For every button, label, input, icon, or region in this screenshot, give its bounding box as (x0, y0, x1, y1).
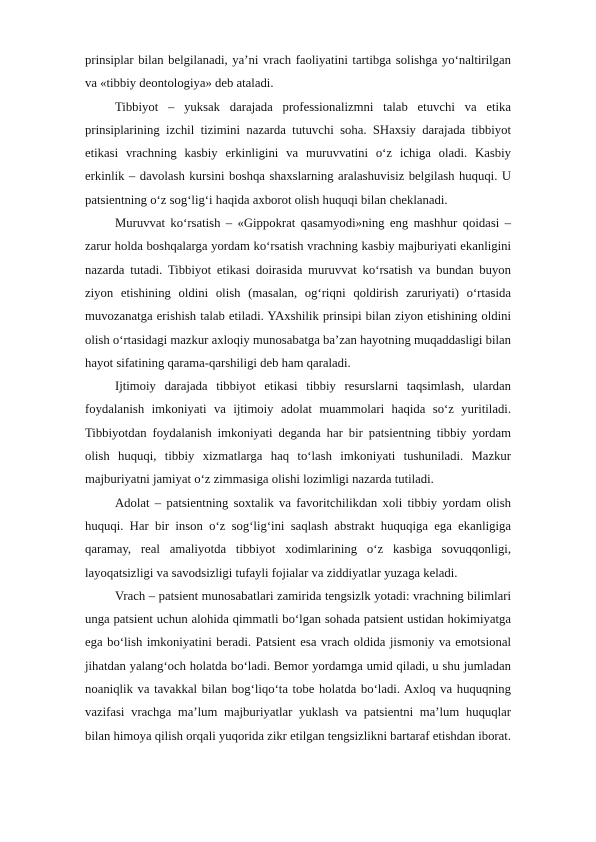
paragraph-1: prinsiplar bilan belgilanadi, ya’ni vrach faoliyatini tartibga solishga yo‘naltirilgan va «tibbiy deontologiya» deb ataladi. (85, 53, 511, 91)
document-page (85, 49, 511, 748)
paragraph-5: Adolat – patsientning soxtalik va favoritchilikdan xoli tibbiy yordam olish huquqi. Har bir inson o‘z sog‘lig‘ini saqlash abstrakt huquqiga ega ekanligiga qaramay, real amaliyotda tibbiyot xodimlarining o‘z kasbiga sovuqqonligi, layoqatsizligi va savodsizligi tufayli fojialar va ziddiyatlar yuzaga keladi. (85, 495, 511, 580)
paragraph-3: Muruvvat ko‘rsatish – «Gippokrat qasamyodi»ning eng mashhur qoidasi – zarur holda boshqalarga yordam ko‘rsatish vrachning kasbiy majburiyati ekanligini nazarda tutadi. Tibbiyot etikasi doirasida muruvvat ko‘rsatish va bundan buyon ziyon etishining oldini olish (masalan, og‘riqni qoldirish zaruriyati) o‘rtasida muvozanatga erishish talab etiladi. YAxshilik prinsipi bilan ziyon etishining oldini olish o‘rtasidagi mazkur axloqiy munosabatga ba’zan hayotning muqaddasligi bilan hayot sifatining qarama-qarshiligi deb ham qaraladi. (85, 216, 511, 370)
paragraph-4: Ijtimoiy darajada tibbiyot etikasi tibbiy resurslarni taqsimlash, ulardan foydalanish imkoniyati va ijtimoiy adolat muammolari haqida so‘z yuritiladi. Tibbiyotdan foydalanish imkoniyati deganda har bir patsientning tibbiy yordam olish huquqi, tibbiy xizmatlarga haq to‘lash imkoniyati tushuniladi. Mazkur majburiyatni jamiyat o‘z zimmasiga olishi lozimligi nazarda tutiladi. (85, 379, 511, 487)
paragraph-6: Vrach – patsient munosabatlari zamirida tengsizlk yotadi: vrachning bilimlari unga patsient uchun alohida qimmatli bo‘lgan sohada patsient ustidan hokimiyatga ega bo‘lish imkoniyatini beradi. Patsient esa vrach oldida jismoniy va emotsional jihatdan yalang‘och holatda bo‘ladi. Bemor yordamga umid qiladi, u shu jumladan noaniqlik va tavakkal bilan bog‘liqo‘ta tobe holatda bo‘ladi. Axloq va huquqning vazifasi vrachga ma’lum majburiyatlar yuklash va patsientni ma’lum huquqlar bilan himoya qilish orqali yuqorida zikr etilgan tengsizlikni bartaraf etishdan iborat. (85, 588, 511, 743)
paragraph-2: Tibbiyot – yuksak darajada professionalizmni talab etuvchi va etika prinsiplarining izchil tizimini nazarda tutuvchi soha. SHaxsiy darajada tibbiyot etikasi vrachning kasbiy erkinligini va muruvvatini o‘z ichiga oladi. Kasbiy erkinlik – davolash kursini boshqa shaxslarning aralashuvisiz belgilash huquqi. U patsientning o‘z sog‘lig‘i haqida axborot olish huquqi bilan cheklanadi. (85, 99, 511, 207)
